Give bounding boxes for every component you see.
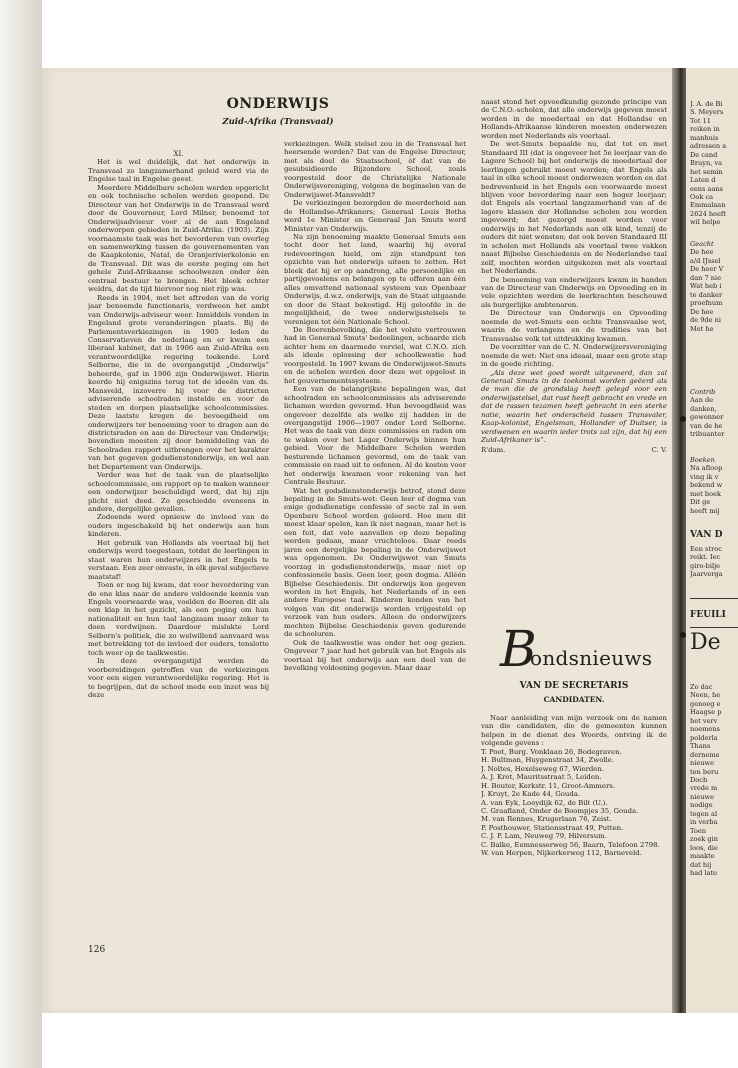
right-page-line: had late — [690, 868, 718, 877]
right-page-line: Dit ge — [690, 498, 711, 507]
right-page-line: Laten d — [690, 176, 716, 185]
right-page-line: ving ik v — [690, 472, 719, 481]
right-page-line: gewonner — [690, 413, 724, 422]
right-page-line: te danker — [690, 290, 723, 299]
right-page-heading-feuilleton: FEUILI — [690, 610, 726, 620]
right-page-line: Zo dac — [690, 683, 713, 691]
paragraph: Meerdere Middelbare scholen werden opgericht en ook technische scholen werden geopend. De Directeur van het Onderwijs in de Transvaal werd door de Gouverneur, Lord Milner, benoemd tot Onderwijsadviseur voor al de aan Engeland onderworpen gebieden in Zuid-Afrika. (1903). Zijn voornaamste taak was het bevorderen van overleg en samenwerking tussen de gouvernementen van de Kaapkolonie, Natal, de Oranjerivierkolonie en de Transvaal. Dit was de eerste poging om het gehele Zuid-Afrikaanse schoolwezen onder één centraal bestuur te brengen. Het bleek echter weldra, dat de tijd hiervoor nog niet rijp was. — [88, 183, 269, 294]
bondsnieuws-logo — [500, 620, 670, 678]
right-page-text-block-4 — [690, 456, 738, 515]
right-page-line: tribuanter — [690, 430, 725, 439]
paragraph: Zodoende werd opnieuw de invloed van de ouders ingeschakeld bij het onderwijs aan hun kinderen. — [88, 513, 269, 539]
paragraph: Een van de belangrijkste bepalingen was, dat schoolraden en schoolcommissies als adviserende lichamen werden gevormd. Hun bevoegdheid was ongeveer dezelfde als welke zij hadden in de overgangstijd 1906—1907 onder Lord Selborne. Het was de taak van deze commissies en raden om te waken over het Lager Onderwijs binnen hun gebied. Voor de Middelbare Scholen werden besturende lichamen gevormd, om de taak van commissie en raad uit te oefenen. Al de kosten voor het onderwijs kwamen voor rekening van het Centrale Bestuur. — [284, 385, 466, 487]
right-page-heading-van: VAN D — [690, 530, 723, 540]
paragraph: De benoeming van onderwijzers kwam in handen van de Directeur van Onderwijs en Opvoeding en in vele opzichten werden de leerkrachten beschouwd als burgerlijke ambtenaren. — [481, 275, 667, 309]
candidates-list — [481, 714, 667, 954]
paragraph: Toen er nog bij kwam, dat voor bevordering van de ene klas naar de andere voldoende kennis van Engels voorwaarde was, voelden de Boeren dit als een klap in het gezicht, als een poging om hun nationaliteit en hun taal langzaam maar zeker te doen verdwijnen. Daardoor mislukte Lord Selborn's politiek, die zo welwillend aanvaard was met betrekking tot de invloed der ouders, tenslotte toch weer op de taalkwestie. — [88, 581, 269, 657]
right-page-line: Contrib — [690, 388, 716, 396]
right-page-line: het verv — [690, 716, 718, 725]
list-item: H. Bouter, Kerkstr. 11, Groot-Ammers. — [481, 781, 616, 790]
right-page-line: zoek gin — [690, 835, 719, 844]
divider — [690, 627, 738, 628]
right-page-line: adressen a — [690, 142, 727, 151]
paragraph: De voorzitter van de C. N. Onderwijzersvereniging noemde de wet: Niet ons ideaal, maar een grote stap in de goede richting. — [481, 343, 667, 369]
list-item: M. van Rennes, Krugerlaan 76, Zeist. — [481, 815, 612, 824]
paragraph: Wat het godsdienstonderwijs betrof, stond deze bepaling in de Smuts-wet: Geen leer of dogma van enige godsdienstige confessie of secte zal in een Openbare School worden geleerd. Hoe men dit moest klaar spelen, kan ik niet nagaan, maar het is een feit, dat vele aanvallen op deze bepaling werden gedaan, maar vruchteloos. Daar reeds jaren een dergelijke bepaling in de Onderwijswet was opgenomen. De Onderwijswet van Smuts voorzag in godsdienstonderwijs, maar niet op confessionele basis. Geen leer, geen dogma. Alléén Bijbelse Geschiedenis. Dit onderwijs kon gegeven worden in het Engels, het Nederlands of in een andere Europese taal. Kinderen konden van het volgen van dit onderwijs worden vrijgesteld op verzoek van hun ouders. Alleen de onderwijzers mochten Bijbelse Geschiedenis geven gedurende de schooluren. — [284, 486, 466, 639]
right-page-line: noemens — [690, 725, 720, 734]
right-page-line: Doch — [690, 775, 708, 784]
list-item: H. Bultman, Huygenstraat 34, Zwolle. — [481, 756, 615, 765]
paragraph: Ook de taalkwestie was onder het oog gezien. Ongeveer 7 jaar had het gebruik van het Engels als voertaal bij het onderwijs aan een deel van de bevolking voldoening gegeven. Maar daar — [284, 638, 466, 673]
right-page-line: wil helpe — [690, 218, 721, 227]
section-number: XI. — [173, 150, 184, 158]
right-page-line: a/d IJssel — [690, 256, 721, 265]
book-spine-margin — [0, 0, 42, 1068]
right-page-line: Tot 11 — [690, 116, 711, 125]
right-page-line: het semin — [690, 167, 723, 176]
right-page-heading-de: De — [690, 630, 721, 655]
article-column-1 — [88, 150, 269, 930]
candidates-intro: Naar aanleiding van mijn verzoek om de namen van die candidaten, die de gemeenten kunnen helpen in de dienst des Woords, ontving ik de volgende gevens : — [481, 714, 667, 748]
paragraph: Reeds in 1904, met het aftreden van de vorig jaar benoemde functionaris, verdween het ambt van Onderwijs-adviseur weer. Inmiddels vonden in Engeland grote veranderingen plaats. Bij de Parlementsverkiezingen in 1905 leden de Conservatieven de nederlaag en er kwam een liberaal kabinet, dat in 1906 aan Zuid-Afrika een verantwoordelijke regering toekende. Lord Selborne, die in de overgangstijd „Onderwijs” beheerde, gaf in 1906 zijn Onderwijswet. Hierin keerde hij enigszins terug tot de ideeën van ds. Mansveld, inzoverre hij voor de districten adviserende schoolraden instelde en voor de steden en dorpen plaatselijke schoolcommissies. Deze laatste kregen de bevoegdheid om onderwijzers ter benoeming voor te dragen aan de districtsraden en aan de Directeur van Onderwijs; bovendien moesten zij door bemiddeling van de Schoolraden rapport uitbrengen over het karakter van het gegeven godsdienstonderwijs, en wel aan het Departement van Onderwijs. — [88, 293, 269, 471]
right-page-line: polderla — [690, 733, 718, 742]
right-page-text-block-5 — [690, 545, 738, 579]
right-page-line: Toen — [690, 826, 707, 835]
right-page-line: van de he — [690, 421, 723, 430]
right-page-line: Wat heb i — [690, 282, 722, 291]
right-page-line: giro-bilje — [690, 561, 721, 570]
right-page-line: dan 7 nie — [690, 273, 722, 282]
right-page-line: reikt. Iec — [690, 553, 721, 562]
article-subtitle: Zuid-Afrika (Transvaal) — [222, 117, 334, 127]
right-page-line: Emmalaan — [690, 201, 726, 210]
paragraph: De Directeur van Onderwijs en Opvoeding noemde de wet-Smuts een echte Transvaalse wet, waarin de verlangens en de tradities van het Transvaalse volk tot uitdrukking kwamen. — [481, 309, 667, 343]
paragraph: Na zijn benoeming maakte Generaal Smuts een tocht door het land, waarbij hij overal redevoeringen hield, om zijn standpunt ten opzichte van het onderwijs uiteen te zetten. Het bleek dat hij er op aandrong, alle persoonlijke en partijgevoelens en belangen op te offeren aan één alles omvattend nationaal systeem van Openbaar Onderwijs, d.w.z. onderwijs, van de Staat uitgaande en door de Staat bekostigd. Hij geloofde in de mogelijkheid, de twee onderwijsstelsels te verenigen tot één Nationale School. — [284, 232, 466, 326]
right-page-line: J. A. de Bi — [690, 100, 723, 108]
list-item: J. Kruyt, 2e Kade 44, Gouda. — [481, 790, 581, 799]
paragraph: Het is wel duidelijk, dat het onderwijs in Transvaal zo langzamerhand geleid werd via de Engelse taal in Engelse geest. — [88, 158, 269, 184]
signature-place: R'dam. — [481, 445, 506, 454]
article-column-3 — [481, 98, 667, 628]
right-page-line: heeft mij — [690, 506, 720, 515]
list-item: J. Noltes, Hexelseweg 67, Wierden. — [481, 764, 605, 773]
right-page-line: Haagse p — [690, 708, 722, 717]
right-page-line: bekend w — [690, 481, 723, 490]
right-page-line: met boek — [690, 489, 721, 498]
right-page-line: Bruyn, va — [690, 159, 723, 168]
right-page-line: De hee — [690, 248, 714, 257]
right-page-line: nieuwe — [690, 792, 715, 801]
right-page-line: vrede m — [690, 784, 718, 793]
right-page-line: Aan de — [690, 396, 714, 405]
list-item: C. Graafland, Onder de Boompjes 35, Gouda. — [481, 806, 639, 815]
divider — [690, 598, 738, 599]
right-page-line: Thans — [690, 742, 711, 751]
right-page-line: reiken in — [690, 125, 720, 134]
book-gutter — [672, 68, 686, 1013]
paragraph: naast stond het opvoedkundig gezonde principe van de C.N.O.-scholen, dat alle onderwijs gegeven moest worden in de moedertaal en dat Hollandse en Hollands-Afrikaanse kinderen moesten onderwezen worden met Nederlands als voertaal. — [481, 98, 667, 140]
binding-hole — [680, 632, 686, 638]
right-page-line: tegen al — [690, 809, 718, 818]
right-page-line: nieuwe — [690, 759, 715, 768]
article-column-2 — [284, 140, 466, 940]
right-page-line: S. Meyers — [690, 108, 724, 117]
list-item: T. Poot, Burg. Vonklaan 26, Bodegraven. — [481, 747, 622, 756]
right-page-text-block-1 — [690, 100, 738, 227]
right-page-line: eens aans — [690, 184, 724, 193]
right-page-text-block-3 — [690, 388, 738, 439]
right-page-line: De cand — [690, 150, 718, 159]
section-subheading: CANDIDATEN. — [543, 695, 605, 704]
list-item: C. Balke, Eemnesserweg 56, Baarn, Telefoon 2798. — [481, 840, 660, 849]
right-page-line: Neen, he — [690, 691, 721, 700]
right-page-line: De heer V — [690, 265, 724, 274]
quote-paragraph: „Als deze wet goed wordt uitgevoerd, dan zal Generaal Smuts in de toekomst worden geëerd als de man die de grondslag heeft gelegd voor een onderwijsstelsel, dat rust heeft gebracht en vrede en dat de rassen tezamen heeft gebracht in een sterke natie, waarin het onderscheid tussen Transvaler, Kaap-kolonist, Engelsman, Hollander of Duitser, is verdwenen en waarin ieder trots zal zijn, dat hij een Zuid-Afrikaner is”. — [481, 368, 667, 445]
right-page-line: derneme — [690, 750, 720, 759]
right-page-line: De hee — [690, 307, 714, 316]
right-page-line: ten beru — [690, 767, 719, 776]
right-page-line: genoeg e — [690, 699, 721, 708]
page-number: 126 — [88, 945, 106, 955]
right-page-line: Boeken — [690, 456, 715, 464]
right-page-line: manhuis — [690, 133, 719, 142]
right-page-line: Jaarverga — [690, 570, 723, 579]
paragraph: In deze overgangstijd werden de voorbereidingen getroffen van de verkiezingen voor een eigen verantwoordelijke regering. Het is te begrijpen, dat de school mede een inzet was bij deze — [88, 657, 269, 699]
right-page-line: loos, die — [690, 843, 718, 852]
right-page-line: de 9de ni — [690, 316, 721, 325]
right-page-line: dat hij — [690, 860, 712, 869]
bondsnieuws-logo-text: ondsnieuws — [530, 646, 653, 670]
paragraph: De verkiezingen bezorgden de meerderheid aan de Hollandse-Afrikaners; Generaal Louis Botha werd 1e Minister en Generaal Jan Smuts werd Minister van Onderwijs. — [284, 199, 466, 233]
paragraph: Verder was het de taak van de plaatselijke schoolcommissie, om rapport op te maken wanneer een onderwijzer beschuldigd werd, dat hij zijn plicht niet deed. Zo geschiedde eveneens in andere, dergelijke gevallen. — [88, 471, 269, 514]
right-page-line: proefnum — [690, 299, 723, 308]
right-page-line: Na afloop — [690, 464, 723, 473]
right-page-line: nodige — [690, 801, 713, 810]
paragraph: De wet-Smuts bepaalde nu, dat tot en met Standaard III (dat is ongeveer het 5e leerjaar van de Lagere School) bij het onderwijs de moedertaal der leerlingen gebruikt moest worden; dat Engels als taal in elke school moest onderwezen worden en dat bedrevenheid in het Engels een voorwaarde moest blijven voor bevordering naar een hoger leerjaar; dat Engels als voertaal langzamerhand van af de lagere klassen der Hollandse scholen zou worden ingevoerd; dat gezorgd moest worden voor onderwijs in het Nederlands aan elk kind, tenzij de ouders dit niet wensten; dat ook boven Standaard III in scholen met Hollands als voertaal twee vakken naast Bijbelse Geschiedenis en de Nederlandse taal zelf, mochten worden uitgekozen met als voertaal het Nederlands. — [481, 140, 667, 276]
right-page-line: Een stroc — [690, 545, 722, 553]
below-page-margin — [42, 1013, 738, 1068]
list-item: W. van Herpen, Nijkerkerweg 112, Barneveld. — [481, 849, 642, 858]
list-item: A. J. Kret, Mauritsstraat 5, Leiden. — [481, 773, 602, 782]
section-heading: VAN DE SECRETARIS — [519, 681, 629, 691]
list-item: P. Posthouwer, Stationsstraat 49, Putten. — [481, 823, 624, 832]
right-page-line: Ook ca — [690, 192, 714, 201]
right-page-line: in verba — [690, 818, 718, 827]
right-page-line: maakte — [690, 852, 715, 861]
article-title: ONDERWIJS — [226, 96, 330, 112]
signature-initials: C. V. — [651, 445, 667, 454]
list-item: C. J. P. Lam, Neuweg 79, Hilversum. — [481, 832, 607, 841]
right-page-text-block-6 — [690, 683, 738, 877]
paragraph: De Boerenbevolking, die het volste vertrouwen had in Generaal Smuts' bedoelingen, schaarde zich achter hem en daarmede verviel, wat C.N.O. zich als ideale oplossing der schoolkwestie had voorgesteld. In 1907 kwam de Onderwijswet-Smuts en de scholen werden door deze wet opgelost in het gouvernementssysteem. — [284, 325, 466, 385]
right-page-line: Geacht — [690, 240, 714, 248]
right-page-line: danken, — [690, 404, 717, 413]
right-page-text-block-2 — [690, 240, 738, 333]
paragraph: Het gebruik van Hollands als voertaal bij het onderwijs werd toegestaan, totdat de leerlingen in staat waren hun onderwijzers in het Engels te verstaan. Een zeer onvaste, in elk geval subjectieve maatstaf! — [88, 538, 269, 581]
paragraph: verkiezingen. Welk stelsel zou in de Transvaal het heersende worden? Dat van de Engelse Directeur, met als doel de Staatsschool, òf dat van de gesubsidieerde Bijzondere School, zoals voorgesteld door de Christelijke Nationale Onderwijsvereniging, volgens de beginselen van de Onderwijswet-Mansveldt? — [284, 140, 466, 199]
right-page-line: Met he — [690, 324, 714, 333]
right-page-line: 2624 heeft — [690, 209, 727, 218]
binding-hole — [680, 416, 686, 422]
article-signature — [481, 446, 667, 454]
list-item: A. van Eyk, Looydijk 62, de Bilt (U.). — [481, 798, 608, 807]
bondsnieuws-logo-initial: B — [500, 620, 537, 678]
